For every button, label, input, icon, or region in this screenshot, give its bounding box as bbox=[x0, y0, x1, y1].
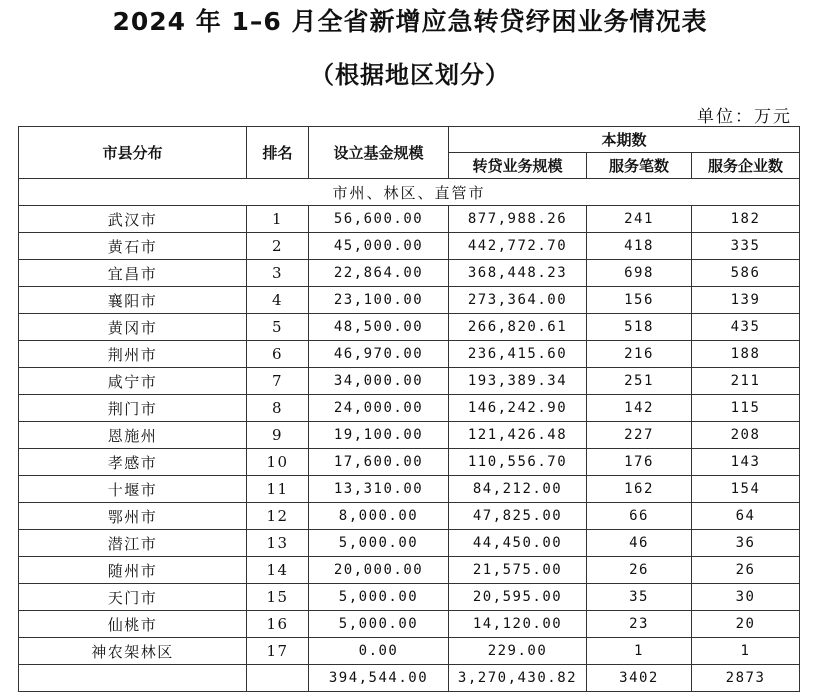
cell-region: 潜江市 bbox=[19, 530, 247, 557]
cell-service-count: 46 bbox=[587, 530, 692, 557]
cell-fund-scale: 46,970.00 bbox=[309, 341, 449, 368]
cell-rank: 8 bbox=[247, 395, 309, 422]
cell-loan-scale: 47,825.00 bbox=[449, 503, 587, 530]
cell-region: 黄石市 bbox=[19, 233, 247, 260]
cell-service-count: 518 bbox=[587, 314, 692, 341]
cell-region: 孝感市 bbox=[19, 449, 247, 476]
table-row bbox=[19, 503, 800, 530]
cell-fund-scale: 8,000.00 bbox=[309, 503, 449, 530]
cell-service-enterprises: 335 bbox=[692, 233, 800, 260]
header-fund-scale: 设立基金规模 bbox=[309, 127, 449, 179]
cell-loan-scale: 121,426.48 bbox=[449, 422, 587, 449]
cell-fund-scale: 24,000.00 bbox=[309, 395, 449, 422]
cell-loan-scale: 442,772.70 bbox=[449, 233, 587, 260]
cell-service-enterprises: 26 bbox=[692, 557, 800, 584]
cell-region bbox=[19, 665, 247, 692]
cell-service-count: 216 bbox=[587, 341, 692, 368]
cell-fund-scale: 19,100.00 bbox=[309, 422, 449, 449]
cell-region: 荆州市 bbox=[19, 341, 247, 368]
document-title: 2024 年 1–6 月全省新增应急转贷纾困业务情况表 bbox=[112, 7, 708, 36]
cell-region: 襄阳市 bbox=[19, 287, 247, 314]
cell-service-enterprises: 115 bbox=[692, 395, 800, 422]
cell-fund-scale: 22,864.00 bbox=[309, 260, 449, 287]
cell-service-count: 26 bbox=[587, 557, 692, 584]
cell-fund-scale: 5,000.00 bbox=[309, 611, 449, 638]
cell-service-count: 176 bbox=[587, 449, 692, 476]
table-row bbox=[19, 638, 800, 665]
table-row bbox=[19, 530, 800, 557]
table-row bbox=[19, 368, 800, 395]
cell-service-enterprises: 64 bbox=[692, 503, 800, 530]
cell-rank: 14 bbox=[247, 557, 309, 584]
cell-loan-scale: 368,448.23 bbox=[449, 260, 587, 287]
cell-service-enterprises: 139 bbox=[692, 287, 800, 314]
cell-service-enterprises: 20 bbox=[692, 611, 800, 638]
cell-region: 咸宁市 bbox=[19, 368, 247, 395]
cell-region: 宜昌市 bbox=[19, 260, 247, 287]
cell-rank: 2 bbox=[247, 233, 309, 260]
table-row bbox=[19, 287, 800, 314]
cell-region: 仙桃市 bbox=[19, 611, 247, 638]
cell-service-count: 227 bbox=[587, 422, 692, 449]
table-row bbox=[19, 206, 800, 233]
cell-service-enterprises: 188 bbox=[692, 341, 800, 368]
cell-region: 恩施州 bbox=[19, 422, 247, 449]
cell-rank: 11 bbox=[247, 476, 309, 503]
cell-region: 武汉市 bbox=[19, 206, 247, 233]
cell-region: 天门市 bbox=[19, 584, 247, 611]
cell-fund-scale: 56,600.00 bbox=[309, 206, 449, 233]
cell-service-enterprises: 143 bbox=[692, 449, 800, 476]
cell-loan-scale: 84,212.00 bbox=[449, 476, 587, 503]
cell-service-count: 241 bbox=[587, 206, 692, 233]
cell-loan-scale: 193,389.34 bbox=[449, 368, 587, 395]
unit-label: 单位：万元 bbox=[697, 107, 792, 127]
cell-rank: 7 bbox=[247, 368, 309, 395]
cell-rank: 12 bbox=[247, 503, 309, 530]
cell-service-enterprises: 182 bbox=[692, 206, 800, 233]
cell-rank: 3 bbox=[247, 260, 309, 287]
cell-rank: 6 bbox=[247, 341, 309, 368]
table-row bbox=[19, 584, 800, 611]
cell-fund-scale: 17,600.00 bbox=[309, 449, 449, 476]
cell-service-count: 23 bbox=[587, 611, 692, 638]
cell-rank: 4 bbox=[247, 287, 309, 314]
header-loan-scale: 转贷业务规模 bbox=[449, 153, 587, 179]
table-row bbox=[19, 395, 800, 422]
cell-rank: 16 bbox=[247, 611, 309, 638]
cell-fund-scale: 34,000.00 bbox=[309, 368, 449, 395]
table-row bbox=[19, 611, 800, 638]
cell-service-count: 3402 bbox=[587, 665, 692, 692]
header-service-count: 服务笔数 bbox=[587, 153, 692, 179]
cell-rank bbox=[247, 665, 309, 692]
cell-service-enterprises: 154 bbox=[692, 476, 800, 503]
cell-region: 黄冈市 bbox=[19, 314, 247, 341]
cell-service-enterprises: 208 bbox=[692, 422, 800, 449]
cell-service-enterprises: 435 bbox=[692, 314, 800, 341]
table-row bbox=[19, 314, 800, 341]
cell-fund-scale: 48,500.00 bbox=[309, 314, 449, 341]
cell-loan-scale: 20,595.00 bbox=[449, 584, 587, 611]
cell-loan-scale: 229.00 bbox=[449, 638, 587, 665]
cell-loan-scale: 21,575.00 bbox=[449, 557, 587, 584]
cell-service-count: 1 bbox=[587, 638, 692, 665]
cell-rank: 10 bbox=[247, 449, 309, 476]
cell-fund-scale: 20,000.00 bbox=[309, 557, 449, 584]
cell-fund-scale: 394,544.00 bbox=[309, 665, 449, 692]
header-current-period: 本期数 bbox=[449, 127, 800, 153]
header-rank: 排名 bbox=[247, 127, 309, 179]
data-table bbox=[18, 126, 800, 692]
cell-service-count: 156 bbox=[587, 287, 692, 314]
cell-loan-scale: 44,450.00 bbox=[449, 530, 587, 557]
table-row bbox=[19, 233, 800, 260]
cell-region: 十堰市 bbox=[19, 476, 247, 503]
table-row bbox=[19, 476, 800, 503]
table-row bbox=[19, 449, 800, 476]
cell-service-count: 142 bbox=[587, 395, 692, 422]
table-row bbox=[19, 422, 800, 449]
cell-service-count: 251 bbox=[587, 368, 692, 395]
cell-region: 荆门市 bbox=[19, 395, 247, 422]
table-row bbox=[19, 557, 800, 584]
cell-region: 随州市 bbox=[19, 557, 247, 584]
cell-rank: 1 bbox=[247, 206, 309, 233]
cell-service-enterprises: 1 bbox=[692, 638, 800, 665]
cell-fund-scale: 0.00 bbox=[309, 638, 449, 665]
cell-fund-scale: 45,000.00 bbox=[309, 233, 449, 260]
cell-service-enterprises: 586 bbox=[692, 260, 800, 287]
cell-service-count: 66 bbox=[587, 503, 692, 530]
cell-rank: 5 bbox=[247, 314, 309, 341]
cell-loan-scale: 146,242.90 bbox=[449, 395, 587, 422]
cell-service-enterprises: 30 bbox=[692, 584, 800, 611]
cell-loan-scale: 266,820.61 bbox=[449, 314, 587, 341]
cell-loan-scale: 110,556.70 bbox=[449, 449, 587, 476]
cell-fund-scale: 23,100.00 bbox=[309, 287, 449, 314]
cell-region: 鄂州市 bbox=[19, 503, 247, 530]
header-region: 市县分布 bbox=[19, 127, 247, 179]
cell-service-count: 418 bbox=[587, 233, 692, 260]
cell-fund-scale: 5,000.00 bbox=[309, 530, 449, 557]
cell-loan-scale: 273,364.00 bbox=[449, 287, 587, 314]
document-subtitle: （根据地区划分） bbox=[310, 61, 510, 89]
cell-service-enterprises: 211 bbox=[692, 368, 800, 395]
cell-loan-scale: 236,415.60 bbox=[449, 341, 587, 368]
cell-rank: 13 bbox=[247, 530, 309, 557]
cell-service-count: 162 bbox=[587, 476, 692, 503]
cell-service-enterprises: 2873 bbox=[692, 665, 800, 692]
header-service-enterprises: 服务企业数 bbox=[692, 153, 800, 179]
total-row bbox=[19, 665, 800, 692]
cell-fund-scale: 5,000.00 bbox=[309, 584, 449, 611]
cell-loan-scale: 3,270,430.82 bbox=[449, 665, 587, 692]
cell-rank: 15 bbox=[247, 584, 309, 611]
table-row bbox=[19, 260, 800, 287]
cell-rank: 17 bbox=[247, 638, 309, 665]
cell-fund-scale: 13,310.00 bbox=[309, 476, 449, 503]
cell-service-enterprises: 36 bbox=[692, 530, 800, 557]
table-row bbox=[19, 341, 800, 368]
section-label: 市州、林区、直管市 bbox=[19, 179, 800, 206]
cell-loan-scale: 14,120.00 bbox=[449, 611, 587, 638]
cell-loan-scale: 877,988.26 bbox=[449, 206, 587, 233]
cell-rank: 9 bbox=[247, 422, 309, 449]
cell-service-count: 35 bbox=[587, 584, 692, 611]
cell-service-count: 698 bbox=[587, 260, 692, 287]
cell-region: 神农架林区 bbox=[19, 638, 247, 665]
